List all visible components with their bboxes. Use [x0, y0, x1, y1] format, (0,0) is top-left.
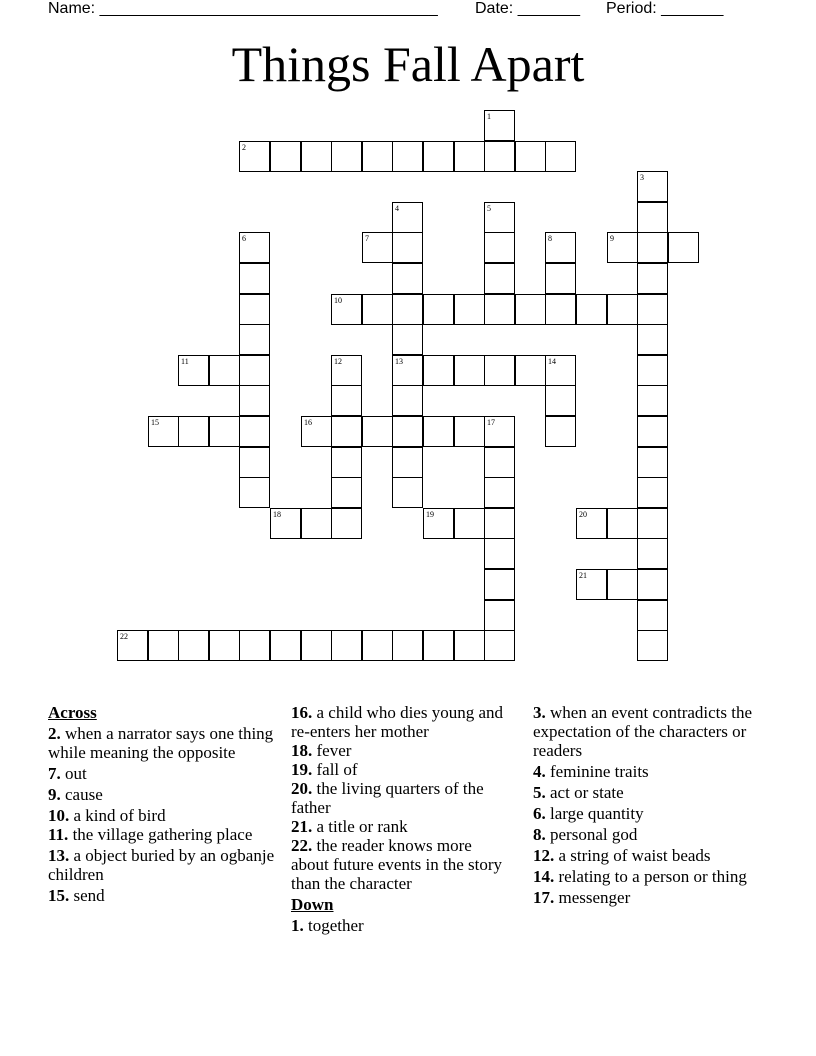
- clue-text: large quantity: [550, 804, 644, 823]
- cell-number: 12: [334, 357, 342, 366]
- clue-text: fall of: [316, 760, 358, 779]
- clue-text: a child who dies young and re-enters her mother: [291, 703, 503, 741]
- period-field[interactable]: Period: _______: [606, 0, 724, 17]
- crossword-cell[interactable]: [545, 294, 576, 325]
- crossword-cell[interactable]: [239, 477, 270, 508]
- crossword-cell[interactable]: [392, 385, 423, 416]
- crossword-cell[interactable]: [637, 630, 668, 661]
- clue-number: 12.: [533, 846, 555, 865]
- crossword-cell[interactable]: [178, 355, 209, 386]
- crossword-cell[interactable]: [515, 141, 546, 172]
- crossword-cell[interactable]: [484, 416, 515, 447]
- crossword-cell[interactable]: [239, 416, 270, 447]
- clue-down-4: [533, 762, 765, 781]
- clue-text: the village gathering place: [72, 825, 253, 844]
- crossword-cell[interactable]: [331, 385, 362, 416]
- clue-across-21: [291, 817, 513, 836]
- clue-text: a kind of bird: [73, 806, 166, 825]
- crossword-cell[interactable]: [454, 355, 485, 386]
- crossword-cell[interactable]: [331, 355, 362, 386]
- crossword-cell[interactable]: [392, 294, 423, 325]
- clue-number: 8.: [533, 825, 546, 844]
- clue-down-14: [533, 867, 765, 886]
- crossword-cell[interactable]: [637, 600, 668, 631]
- crossword-cell[interactable]: [392, 630, 423, 661]
- crossword-cell[interactable]: [637, 447, 668, 478]
- crossword-cell[interactable]: [484, 110, 515, 141]
- cell-number: 14: [548, 357, 556, 366]
- crossword-cell[interactable]: [454, 508, 485, 539]
- clue-number: 16.: [291, 703, 313, 722]
- clue-number: 15.: [48, 886, 70, 905]
- crossword-cell[interactable]: [637, 385, 668, 416]
- crossword-cell[interactable]: [545, 385, 576, 416]
- crossword-cell[interactable]: [484, 477, 515, 508]
- crossword-cell[interactable]: [270, 508, 301, 539]
- clue-text: fever: [316, 741, 352, 760]
- crossword-cell[interactable]: [331, 294, 362, 325]
- cell-number: 21: [579, 571, 587, 580]
- crossword-cell[interactable]: [637, 202, 668, 233]
- clue-number: 17.: [533, 888, 555, 907]
- crossword-cell[interactable]: [545, 141, 576, 172]
- crossword-cell[interactable]: [423, 141, 454, 172]
- crossword-cell[interactable]: [545, 416, 576, 447]
- clue-number: 18.: [291, 741, 313, 760]
- crossword-cell[interactable]: [454, 416, 485, 447]
- crossword-cell[interactable]: [392, 141, 423, 172]
- clue-number: 21.: [291, 817, 313, 836]
- clue-across-7: [48, 764, 280, 783]
- crossword-cell[interactable]: [301, 141, 332, 172]
- crossword-cell[interactable]: [484, 294, 515, 325]
- clue-down-1: [291, 916, 513, 935]
- clue-number: 1.: [291, 916, 304, 935]
- clue-number: 19.: [291, 760, 313, 779]
- crossword-cell[interactable]: [484, 569, 515, 600]
- crossword-cell[interactable]: [392, 232, 423, 263]
- crossword-cell[interactable]: [637, 232, 668, 263]
- clue-text: out: [65, 764, 87, 783]
- crossword-cell[interactable]: [178, 630, 209, 661]
- crossword-cell[interactable]: [239, 355, 270, 386]
- clue-text: the reader knows more about future events in the story than the character: [291, 836, 503, 893]
- crossword-cell[interactable]: [331, 508, 362, 539]
- clue-text: messenger: [558, 888, 631, 907]
- crossword-cell[interactable]: [362, 294, 393, 325]
- clue-text: relating to a person or thing: [558, 867, 747, 886]
- crossword-cell[interactable]: [423, 508, 454, 539]
- crossword-cell[interactable]: [239, 263, 270, 294]
- crossword-cell[interactable]: [637, 569, 668, 600]
- cell-number: 10: [334, 296, 342, 305]
- crossword-cell[interactable]: [637, 355, 668, 386]
- cell-number: 18: [273, 510, 281, 519]
- crossword-cell[interactable]: [484, 630, 515, 661]
- crossword-cell[interactable]: [454, 630, 485, 661]
- crossword-cell[interactable]: [362, 232, 393, 263]
- crossword-cell[interactable]: [331, 477, 362, 508]
- cell-number: 7: [365, 234, 369, 243]
- clue-across-16: [291, 703, 513, 741]
- clue-down-17: [533, 888, 765, 907]
- clue-number: 7.: [48, 764, 61, 783]
- clue-text: feminine traits: [550, 762, 649, 781]
- crossword-cell[interactable]: [239, 324, 270, 355]
- crossword-cell[interactable]: [148, 630, 179, 661]
- clue-number: 3.: [533, 703, 546, 722]
- crossword-cell[interactable]: [484, 202, 515, 233]
- crossword-cell[interactable]: [484, 538, 515, 569]
- crossword-cell[interactable]: [270, 141, 301, 172]
- clue-across-19: [291, 760, 513, 779]
- crossword-cell[interactable]: [209, 630, 240, 661]
- page-title: Things Fall Apart: [231, 36, 585, 92]
- crossword-cell[interactable]: [545, 232, 576, 263]
- crossword-cell[interactable]: [607, 569, 638, 600]
- crossword-cell[interactable]: [576, 569, 607, 600]
- clue-text: a string of waist beads: [558, 846, 711, 865]
- cell-number: 2: [242, 143, 246, 152]
- crossword-cell[interactable]: [239, 630, 270, 661]
- clue-across-2: [48, 724, 280, 762]
- name-field[interactable]: Name: ______________________________________: [48, 0, 438, 17]
- clues-column-2: [291, 703, 513, 937]
- crossword-cell[interactable]: [607, 294, 638, 325]
- crossword-cell[interactable]: [454, 294, 485, 325]
- clue-number: 4.: [533, 762, 546, 781]
- crossword-cell[interactable]: [576, 508, 607, 539]
- clue-text: together: [308, 916, 364, 935]
- crossword-cell[interactable]: [392, 416, 423, 447]
- crossword-cell[interactable]: [239, 447, 270, 478]
- clue-down-8: [533, 825, 765, 844]
- crossword-cell[interactable]: [515, 355, 546, 386]
- crossword-cell[interactable]: [331, 141, 362, 172]
- crossword-cell[interactable]: [392, 324, 423, 355]
- crossword-cell[interactable]: [239, 141, 270, 172]
- clue-across-9: [48, 785, 280, 804]
- crossword-cell[interactable]: [239, 294, 270, 325]
- crossword-cell[interactable]: [545, 263, 576, 294]
- crossword-cell[interactable]: [392, 202, 423, 233]
- cell-number: 15: [151, 418, 159, 427]
- crossword-cell[interactable]: [209, 416, 240, 447]
- crossword-cell[interactable]: [301, 416, 332, 447]
- clue-down-12: [533, 846, 765, 865]
- crossword-cell[interactable]: [484, 232, 515, 263]
- cell-number: 4: [395, 204, 399, 213]
- crossword-cell[interactable]: [178, 416, 209, 447]
- clue-number: 2.: [48, 724, 61, 743]
- clue-number: 5.: [533, 783, 546, 802]
- crossword-cell[interactable]: [637, 416, 668, 447]
- crossword-cell[interactable]: [423, 630, 454, 661]
- cell-number: 20: [579, 510, 587, 519]
- crossword-cell[interactable]: [637, 171, 668, 202]
- clue-text: a title or rank: [316, 817, 408, 836]
- crossword-cell[interactable]: [239, 385, 270, 416]
- crossword-cell[interactable]: [576, 294, 607, 325]
- clue-number: 13.: [48, 846, 70, 865]
- cell-number: 22: [120, 632, 128, 641]
- cell-number: 3: [640, 173, 644, 182]
- crossword-cell[interactable]: [362, 141, 393, 172]
- clue-across-11: [48, 825, 280, 844]
- crossword-cell[interactable]: [301, 508, 332, 539]
- crossword-cell[interactable]: [270, 630, 301, 661]
- crossword-cell[interactable]: [607, 508, 638, 539]
- crossword-cell[interactable]: [392, 447, 423, 478]
- clue-across-20: [291, 779, 513, 817]
- clues-column-1: [48, 703, 280, 907]
- clue-down-5: [533, 783, 765, 802]
- crossword-cell[interactable]: [209, 355, 240, 386]
- crossword-cell[interactable]: [668, 232, 699, 263]
- clue-text: a object buried by an ogbanje children: [48, 846, 275, 884]
- crossword-cell[interactable]: [239, 232, 270, 263]
- clue-text: the living quarters of the father: [291, 779, 484, 817]
- cell-number: 9: [610, 234, 614, 243]
- crossword-cell[interactable]: [331, 416, 362, 447]
- crossword-cell[interactable]: [423, 416, 454, 447]
- clue-text: send: [73, 886, 105, 905]
- cell-number: 16: [304, 418, 312, 427]
- clue-number: 6.: [533, 804, 546, 823]
- clue-number: 20.: [291, 779, 313, 798]
- crossword-cell[interactable]: [392, 263, 423, 294]
- crossword-cell[interactable]: [484, 355, 515, 386]
- crossword-cell[interactable]: [331, 447, 362, 478]
- date-field[interactable]: Date: _______: [475, 0, 580, 17]
- cell-number: 11: [181, 357, 189, 366]
- crossword-cell[interactable]: [301, 630, 332, 661]
- clue-down-3: [533, 703, 765, 760]
- crossword-cell[interactable]: [117, 630, 148, 661]
- clue-text: cause: [65, 785, 103, 804]
- clue-text: act or state: [550, 783, 624, 802]
- cell-number: 17: [487, 418, 495, 427]
- clue-text: when an event contradicts the expectation of the characters or readers: [533, 703, 753, 760]
- crossword-cell[interactable]: [362, 416, 393, 447]
- crossword-cell[interactable]: [484, 508, 515, 539]
- crossword-cell[interactable]: [331, 630, 362, 661]
- cell-number: 19: [426, 510, 434, 519]
- crossword-cell[interactable]: [362, 630, 393, 661]
- clue-across-13: [48, 846, 280, 884]
- clue-number: 9.: [48, 785, 61, 804]
- crossword-cell[interactable]: [607, 232, 638, 263]
- crossword-cell[interactable]: [484, 447, 515, 478]
- clue-number: 22.: [291, 836, 313, 855]
- clue-number: 11.: [48, 825, 69, 844]
- crossword-cell[interactable]: [637, 477, 668, 508]
- crossword-cell[interactable]: [637, 508, 668, 539]
- cell-number: 6: [242, 234, 246, 243]
- crossword-cell[interactable]: [545, 355, 576, 386]
- crossword-cell[interactable]: [423, 355, 454, 386]
- crossword-cell[interactable]: [484, 141, 515, 172]
- crossword-cell[interactable]: [454, 141, 485, 172]
- clue-across-18: [291, 741, 513, 760]
- crossword-cell[interactable]: [484, 600, 515, 631]
- crossword-cell[interactable]: [148, 416, 179, 447]
- cell-number: 13: [395, 357, 403, 366]
- clue-across-22: [291, 836, 513, 893]
- clue-number: 14.: [533, 867, 555, 886]
- crossword-cell[interactable]: [637, 263, 668, 294]
- crossword-cell[interactable]: [637, 294, 668, 325]
- clues-column-3: [533, 703, 765, 909]
- clue-number: 10.: [48, 806, 70, 825]
- crossword-cell[interactable]: [637, 324, 668, 355]
- cell-number: 5: [487, 204, 491, 213]
- crossword-cell[interactable]: [392, 355, 423, 386]
- crossword-cell[interactable]: [392, 477, 423, 508]
- clue-text: when a narrator says one thing while meaning the opposite: [48, 724, 274, 762]
- across-heading: Across: [48, 703, 97, 722]
- down-heading: Down: [291, 895, 334, 914]
- clue-across-15: [48, 886, 280, 905]
- crossword-cell[interactable]: [484, 263, 515, 294]
- clue-text: personal god: [550, 825, 638, 844]
- crossword-cell[interactable]: [515, 294, 546, 325]
- cell-number: 8: [548, 234, 552, 243]
- crossword-cell[interactable]: [423, 294, 454, 325]
- crossword-cell[interactable]: [637, 538, 668, 569]
- cell-number: 1: [487, 112, 491, 121]
- clue-across-10: [48, 806, 280, 825]
- clue-down-6: [533, 804, 765, 823]
